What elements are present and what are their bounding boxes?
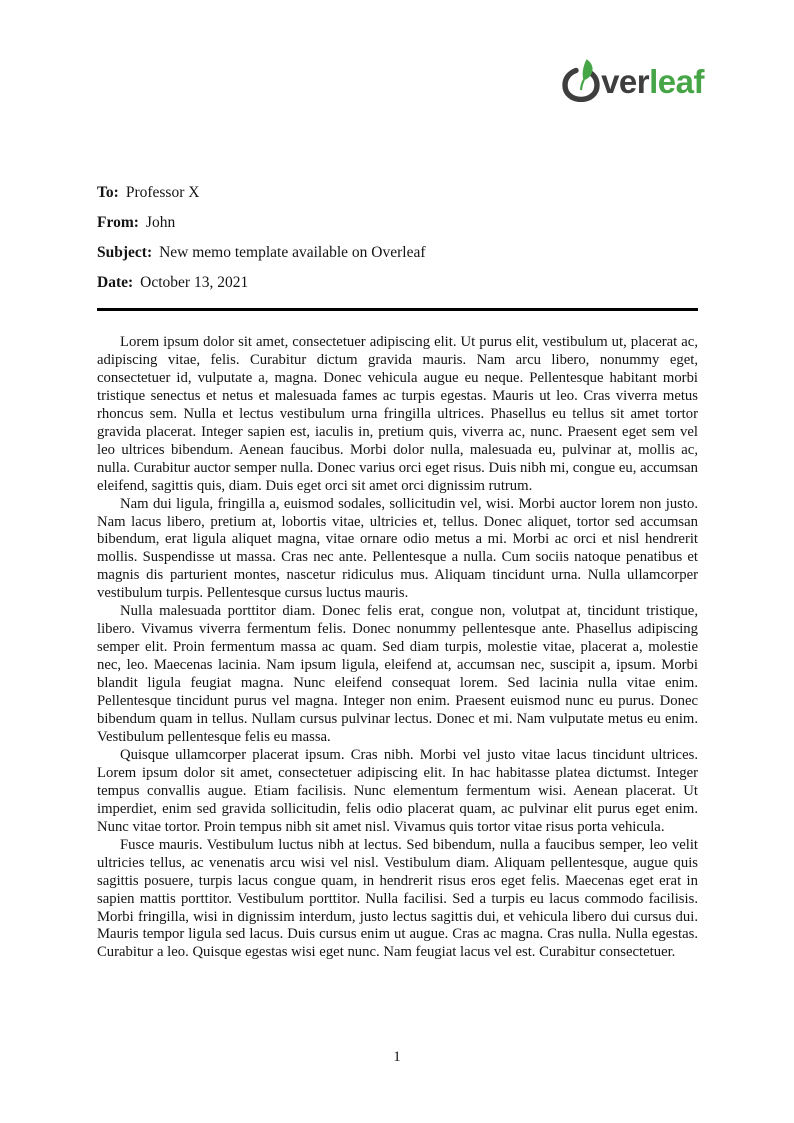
overleaf-logo — [562, 58, 704, 102]
overleaf-wordmark — [601, 65, 704, 98]
wordmark-green-part: leaf — [649, 63, 704, 100]
body-paragraph-4: Quisque ullamcorper placerat ipsum. Cras nibh. Morbi vel justo vitae lacus tincidunt ultrices. Lorem ipsum dolor sit amet, consectetuer adipiscing elit. In hac habitasse platea dictumst. Integer tempus convallis augue. Etiam facilisis. Nunc elementum fermentum wisi. Aenean placerat. Ut imperdiet, enim sed gravida sollicitudin, felis odio placerat quam, ac pulvinar elit purus eget enim. Nunc vitae tortor. Proin tempus nibh sit amet nisl. Vivamus quis tortor vitae risus porta vehicula. — [97, 746, 698, 835]
field-label-subject: Subject: — [97, 244, 153, 261]
memo-field-to — [97, 183, 698, 202]
field-value-from: John — [145, 214, 176, 231]
page-number: 1 — [393, 1049, 401, 1065]
memo-field-date — [97, 273, 698, 292]
field-label-date: Date: — [97, 274, 134, 291]
field-value-to: Professor X — [125, 184, 200, 201]
body-paragraph-2: Nam dui ligula, fringilla a, euismod sodales, sollicitudin vel, wisi. Morbi auctor lorem non justo. Nam lacus libero, pretium at, lobortis vitae, ultricies et, tellus. Donec aliquet, tortor sed accumsan bibendum, erat ligula aliquet magna, vitae ornare odio metus a mi. Morbi ac orci et nisl hendrerit mollis. Suspendisse ut massa. Cras nec ante. Pellentesque a nulla. Cum sociis natoque penatibus et magnis dis parturient montes, nascetur ridiculus mus. Aliquam tincidunt urna. Nulla ullamcorper vestibulum turpis. Pellentesque cursus luctus mauris. — [97, 495, 698, 602]
header-divider-rule — [97, 308, 698, 311]
field-value-date: October 13, 2021 — [140, 274, 249, 291]
overleaf-o-leaf-icon — [562, 58, 600, 102]
body-paragraph-3: Nulla malesuada porttitor diam. Donec felis erat, congue non, volutpat at, tincidunt tristique, libero. Vivamus viverra fermentum felis. Donec nonummy pellentesque ante. Phasellus adipiscing semper elit. Proin fermentum massa ac quam. Sed diam turpis, molestie vitae, placerat a, molestie nec, leo. Maecenas lacinia. Nam ipsum ligula, eleifend at, accumsan nec, suscipit a, ipsum. Morbi blandit ligula feugiat magna. Nunc eleifend consequat lorem. Sed lacinia nulla vitae enim. Pellentesque tincidunt purus vel magna. Integer non enim. Praesent euismod nunc eu purus. Donec bibendum quam in tellus. Nullam cursus pulvinar lectus. Donec et mi. Nam vulputate metus eu enim. Vestibulum pellentesque felis eu massa. — [97, 603, 698, 745]
field-label-to: To: — [97, 184, 119, 201]
memo-header — [97, 183, 698, 303]
leaf-stem — [581, 80, 584, 89]
leaf-icon — [583, 59, 593, 80]
memo-field-from — [97, 213, 698, 232]
field-value-subject: New memo template available on Overleaf — [159, 244, 426, 261]
body-paragraph-1: Lorem ipsum dolor sit amet, consectetuer adipiscing elit. Ut purus elit, vestibulum ut, placerat ac, adipiscing vitae, felis. Curabitur dictum gravida mauris. Nam arcu libero, nonummy eget, consectetuer id, vulputate a, magna. Donec vehicula augue eu neque. Pellentesque habitant morbi tristique senectus et netus et malesuada fames ac turpis egestas. Mauris ut leo. Cras viverra metus rhoncus sem. Nulla et lectus vestibulum urna fringilla ultrices. Phasellus eu tellus sit amet tortor gravida placerat. Integer sapien est, iaculis in, pretium quis, viverra ac, nunc. Praesent eget sem vel leo ultrices bibendum. Aenean faucibus. Morbi dolor nulla, malesuada eu, pulvinar at, mollis ac, nulla. Curabitur auctor semper nulla. Donec varius orci eget risus. Duis nibh mi, congue eu, accumsan eleifend, sagittis quis, diam. Duis eget orci sit amet orci dignissim rutrum. — [97, 334, 698, 494]
body-paragraph-5: Fusce mauris. Vestibulum luctus nibh at lectus. Sed bibendum, nulla a faucibus semper, leo velit ultricies tellus, ac venenatis arcu wisi vel nisl. Vestibulum diam. Aliquam pellentesque, augue quis sagittis posuere, turpis lacus congue quam, in hendrerit risus eros eget felis. Maecenas eget erat in sapien mattis porttitor. Vestibulum porttitor. Nulla facilisi. Sed a turpis eu lacus commodo facilisis. Morbi fringilla, wisi in dignissim interdum, justo lectus sagittis dui, et vehicula libero dui cursus dui. Mauris tempor ligula sed lacus. Duis cursus enim ut augue. Cras ac magna. Cras nulla. Nulla egestas. Curabitur a leo. Quisque egestas wisi eget nunc. Nam feugiat lacus vel est. Curabitur consectetuer. — [97, 836, 698, 961]
wordmark-gray-part: ver — [601, 63, 650, 100]
field-label-from: From: — [97, 214, 139, 231]
memo-field-subject — [97, 243, 698, 262]
memo-body — [97, 334, 698, 962]
